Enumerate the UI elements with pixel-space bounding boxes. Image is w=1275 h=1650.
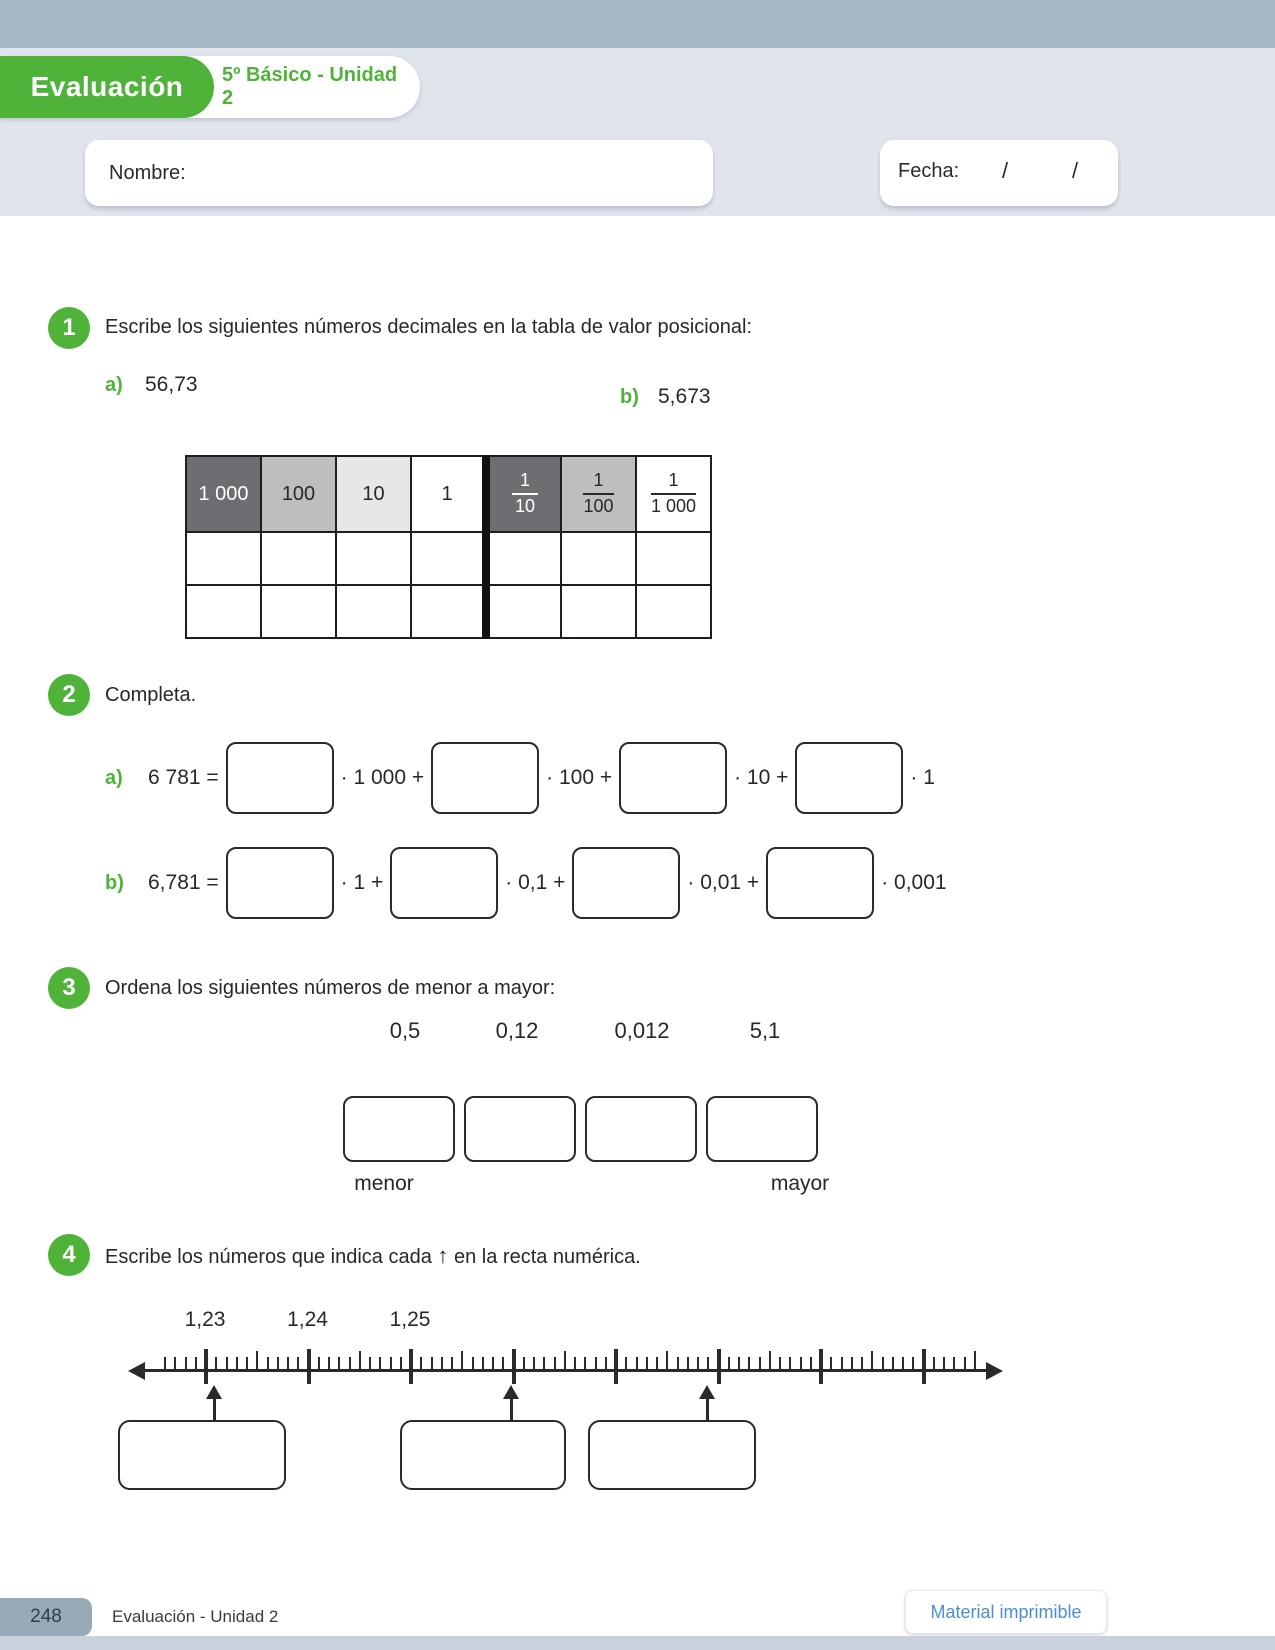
minor-tick xyxy=(800,1357,802,1370)
q1-item-a-label: a) xyxy=(105,374,123,396)
q3-number-0: 0,5 xyxy=(389,1018,421,1043)
q2-row-a-term: · 100 + xyxy=(546,766,613,789)
col-header-tenths xyxy=(486,456,561,532)
date-separator: / xyxy=(1072,158,1079,183)
col-header-hundredths xyxy=(561,456,636,532)
minor-tick xyxy=(451,1357,453,1370)
minor-tick xyxy=(769,1351,771,1370)
table-cell-empty[interactable] xyxy=(636,585,711,638)
name-label: Nombre: xyxy=(109,161,186,184)
minor-tick xyxy=(574,1357,576,1370)
q2-row-a-label: a) xyxy=(105,766,123,789)
printable-material-badge xyxy=(905,1590,1107,1634)
minor-tick xyxy=(226,1357,228,1370)
major-tick xyxy=(819,1349,823,1384)
answer-box[interactable] xyxy=(226,742,334,814)
mayor-label: mayor xyxy=(770,1172,830,1195)
fraction-thousandths xyxy=(651,470,696,517)
minor-tick xyxy=(543,1357,545,1370)
question-3-digit: 3 xyxy=(62,974,76,1001)
minor-tick xyxy=(472,1357,474,1370)
minor-tick xyxy=(841,1357,843,1370)
numberline-answer-box-1[interactable] xyxy=(118,1420,286,1490)
minor-tick xyxy=(697,1357,699,1370)
axis-left-arrowhead-icon xyxy=(128,1362,145,1380)
minor-tick xyxy=(482,1357,484,1370)
minor-tick xyxy=(964,1357,966,1370)
axis-right-arrowhead-icon xyxy=(986,1362,1003,1380)
minor-tick xyxy=(338,1357,340,1370)
minor-tick xyxy=(236,1357,238,1370)
numberline-answer-box-3[interactable] xyxy=(588,1420,756,1490)
minor-tick xyxy=(390,1357,392,1370)
minor-tick xyxy=(554,1357,556,1370)
minor-tick xyxy=(502,1357,504,1370)
order-box-1[interactable] xyxy=(343,1096,455,1162)
table-cell-empty[interactable] xyxy=(486,532,561,585)
name-field[interactable] xyxy=(85,140,713,206)
minor-tick xyxy=(789,1357,791,1370)
header-subtitle xyxy=(222,56,412,118)
minor-tick xyxy=(174,1357,176,1370)
minor-tick xyxy=(164,1357,166,1370)
minor-tick xyxy=(861,1357,863,1370)
date-field[interactable] xyxy=(880,140,1118,206)
table-cell-empty[interactable] xyxy=(561,532,636,585)
major-tick xyxy=(409,1349,413,1384)
header-subtitle-text: 5º Básico - Unidad 2 xyxy=(222,64,398,109)
minor-tick xyxy=(605,1357,607,1370)
minor-tick xyxy=(267,1357,269,1370)
col-header-1000: 1 000 xyxy=(186,456,261,532)
answer-box[interactable] xyxy=(390,847,498,919)
q2-row-b-term: · 0,1 + xyxy=(505,871,566,894)
header-badge-text: Evaluación xyxy=(30,71,184,102)
minor-tick xyxy=(666,1351,668,1370)
q1-item-b-label: b) xyxy=(620,386,639,408)
indicator-up-arrow-icon xyxy=(503,1385,519,1399)
major-tick xyxy=(922,1349,926,1384)
date-label: Fecha: xyxy=(898,160,960,182)
minor-tick xyxy=(871,1351,873,1370)
minor-tick xyxy=(349,1357,351,1370)
indicator-up-arrow-icon xyxy=(699,1385,715,1399)
order-box-2[interactable] xyxy=(464,1096,576,1162)
question-1-number xyxy=(48,307,90,349)
question-3-prompt: Ordena los siguientes números de menor a mayor: xyxy=(105,977,556,999)
minor-tick xyxy=(912,1357,914,1370)
table-cell-empty[interactable] xyxy=(411,585,486,638)
tick-label: 1,23 xyxy=(184,1308,226,1331)
minor-tick xyxy=(738,1357,740,1370)
question-4-digit: 4 xyxy=(62,1241,76,1268)
question-2-digit: 2 xyxy=(62,681,76,708)
place-value-header-row xyxy=(186,456,711,532)
footer-section-label: Evaluación - Unidad 2 xyxy=(112,1607,279,1626)
minor-tick xyxy=(953,1357,955,1370)
minor-tick xyxy=(933,1357,935,1370)
minor-tick xyxy=(400,1357,402,1370)
fraction-numerator: 1 xyxy=(651,470,696,495)
minor-tick xyxy=(359,1351,361,1370)
table-cell-empty[interactable] xyxy=(261,532,336,585)
minor-tick xyxy=(830,1357,832,1370)
minor-tick xyxy=(656,1357,658,1370)
answer-box[interactable] xyxy=(431,742,539,814)
q2-row-a-lhs: 6 781 = xyxy=(148,766,219,789)
menor-label: menor xyxy=(354,1172,414,1195)
q2-row-b-term: · 0,01 + xyxy=(687,871,760,894)
minor-tick xyxy=(185,1357,187,1370)
tick-label: 1,25 xyxy=(389,1308,431,1331)
indicator-up-arrow-shaft xyxy=(213,1398,216,1422)
minor-tick xyxy=(441,1357,443,1370)
indicator-up-arrow-shaft xyxy=(706,1398,709,1422)
minor-tick xyxy=(759,1357,761,1370)
fraction-tenths xyxy=(512,470,538,517)
table-cell-empty[interactable] xyxy=(561,585,636,638)
minor-tick xyxy=(420,1357,422,1370)
minor-tick xyxy=(687,1357,689,1370)
q2-row-b-label: b) xyxy=(105,871,124,894)
fraction-numerator: 1 xyxy=(583,470,613,495)
table-cell-empty[interactable] xyxy=(186,532,261,585)
minor-tick xyxy=(431,1357,433,1370)
minor-tick xyxy=(974,1351,976,1370)
q2-row-a-term: · 1 000 + xyxy=(340,766,425,789)
minor-tick xyxy=(728,1357,730,1370)
question-4-prompt xyxy=(105,1243,641,1269)
page-number: 248 xyxy=(30,1606,62,1627)
q2-row-a-term: · 1 xyxy=(910,766,935,789)
minor-tick xyxy=(523,1357,525,1370)
place-value-table xyxy=(185,455,712,639)
indicator-up-arrow-icon xyxy=(206,1385,222,1399)
tick-label: 1,24 xyxy=(287,1308,328,1331)
fraction-denominator: 1 000 xyxy=(650,495,697,516)
minor-tick xyxy=(810,1357,812,1370)
table-cell-empty[interactable] xyxy=(261,585,336,638)
q2-row-b-term: · 0,001 xyxy=(881,871,947,894)
major-tick xyxy=(307,1349,311,1384)
minor-tick xyxy=(882,1357,884,1370)
fraction-denominator: 100 xyxy=(583,495,614,516)
q3-number-2: 0,012 xyxy=(614,1018,670,1043)
answer-box[interactable] xyxy=(795,742,903,814)
bottom-band xyxy=(0,1636,1275,1650)
minor-tick xyxy=(369,1357,371,1370)
numberline-answer-box-2[interactable] xyxy=(400,1420,566,1490)
question-1-digit: 1 xyxy=(62,314,76,341)
minor-tick xyxy=(625,1357,627,1370)
table-cell-empty[interactable] xyxy=(486,585,561,638)
top-band xyxy=(0,0,1275,48)
place-value-row-a xyxy=(186,532,711,585)
minor-tick xyxy=(533,1357,535,1370)
minor-tick xyxy=(595,1357,597,1370)
table-cell-empty[interactable] xyxy=(336,532,411,585)
q2-row-b xyxy=(105,845,954,921)
minor-tick xyxy=(246,1357,248,1370)
q4-prompt-after: en la recta numérica. xyxy=(453,1246,641,1268)
major-tick xyxy=(717,1349,721,1384)
minor-tick xyxy=(584,1357,586,1370)
q3-number-1: 0,12 xyxy=(495,1018,539,1043)
q1-item-a-value: 56,73 xyxy=(145,373,198,396)
col-header-1: 1 xyxy=(411,456,486,532)
header-badge xyxy=(0,56,214,118)
major-tick xyxy=(512,1349,516,1384)
minor-tick xyxy=(748,1357,750,1370)
fraction-denominator: 10 xyxy=(514,495,535,516)
col-header-100: 100 xyxy=(261,456,336,532)
minor-tick xyxy=(892,1357,894,1370)
date-separator: / xyxy=(1002,158,1009,183)
minor-tick xyxy=(902,1357,904,1370)
minor-tick xyxy=(215,1357,217,1370)
table-cell-empty[interactable] xyxy=(336,585,411,638)
minor-tick xyxy=(943,1357,945,1370)
minor-tick xyxy=(851,1357,853,1370)
printable-material-label: Material imprimible xyxy=(930,1601,1082,1622)
fraction-hundredths xyxy=(583,470,613,517)
minor-tick xyxy=(287,1357,289,1370)
place-value-row-b xyxy=(186,585,711,638)
minor-tick xyxy=(318,1357,320,1370)
table-cell-empty[interactable] xyxy=(186,585,261,638)
answer-box[interactable] xyxy=(766,847,874,919)
q2-row-a xyxy=(105,740,942,816)
question-1-prompt: Escribe los siguientes números decimales en la tabla de valor posicional: xyxy=(105,316,753,338)
q2-row-b-term: · 1 + xyxy=(340,871,384,894)
answer-box[interactable] xyxy=(572,847,680,919)
minor-tick xyxy=(636,1357,638,1370)
minor-tick xyxy=(461,1351,463,1370)
minor-tick xyxy=(492,1357,494,1370)
minor-tick xyxy=(379,1357,381,1370)
answer-box[interactable] xyxy=(226,847,334,919)
minor-tick xyxy=(779,1357,781,1370)
q1-item-b-value: 5,673 xyxy=(658,385,711,408)
q2-row-a-term: · 10 + xyxy=(734,766,789,789)
fraction-numerator: 1 xyxy=(512,470,538,495)
question-2-prompt: Completa. xyxy=(105,684,197,706)
table-cell-empty[interactable] xyxy=(636,532,711,585)
major-tick xyxy=(614,1349,618,1384)
major-tick xyxy=(204,1349,208,1384)
indicator-up-arrow-shaft xyxy=(510,1398,513,1422)
col-header-thousandths xyxy=(636,456,711,532)
question-4-number xyxy=(48,1234,90,1276)
table-cell-empty[interactable] xyxy=(411,532,486,585)
minor-tick xyxy=(277,1357,279,1370)
minor-tick xyxy=(195,1357,197,1370)
col-header-10: 10 xyxy=(336,456,411,532)
up-arrow-icon: ↑ xyxy=(437,1243,449,1268)
minor-tick xyxy=(256,1351,258,1370)
question-2-number xyxy=(48,674,90,716)
minor-tick xyxy=(297,1357,299,1370)
minor-tick xyxy=(677,1357,679,1370)
order-box-3[interactable] xyxy=(585,1096,697,1162)
minor-tick xyxy=(646,1357,648,1370)
order-box-4[interactable] xyxy=(706,1096,818,1162)
minor-tick xyxy=(564,1351,566,1370)
q3-number-3: 5,1 xyxy=(749,1018,781,1043)
question-3-number xyxy=(48,967,90,1009)
q4-prompt-before: Escribe los números que indica cada xyxy=(105,1246,432,1268)
q2-row-b-lhs: 6,781 = xyxy=(148,871,219,894)
answer-box[interactable] xyxy=(619,742,727,814)
minor-tick xyxy=(707,1357,709,1370)
minor-tick xyxy=(328,1357,330,1370)
page-number-chip xyxy=(0,1598,92,1636)
